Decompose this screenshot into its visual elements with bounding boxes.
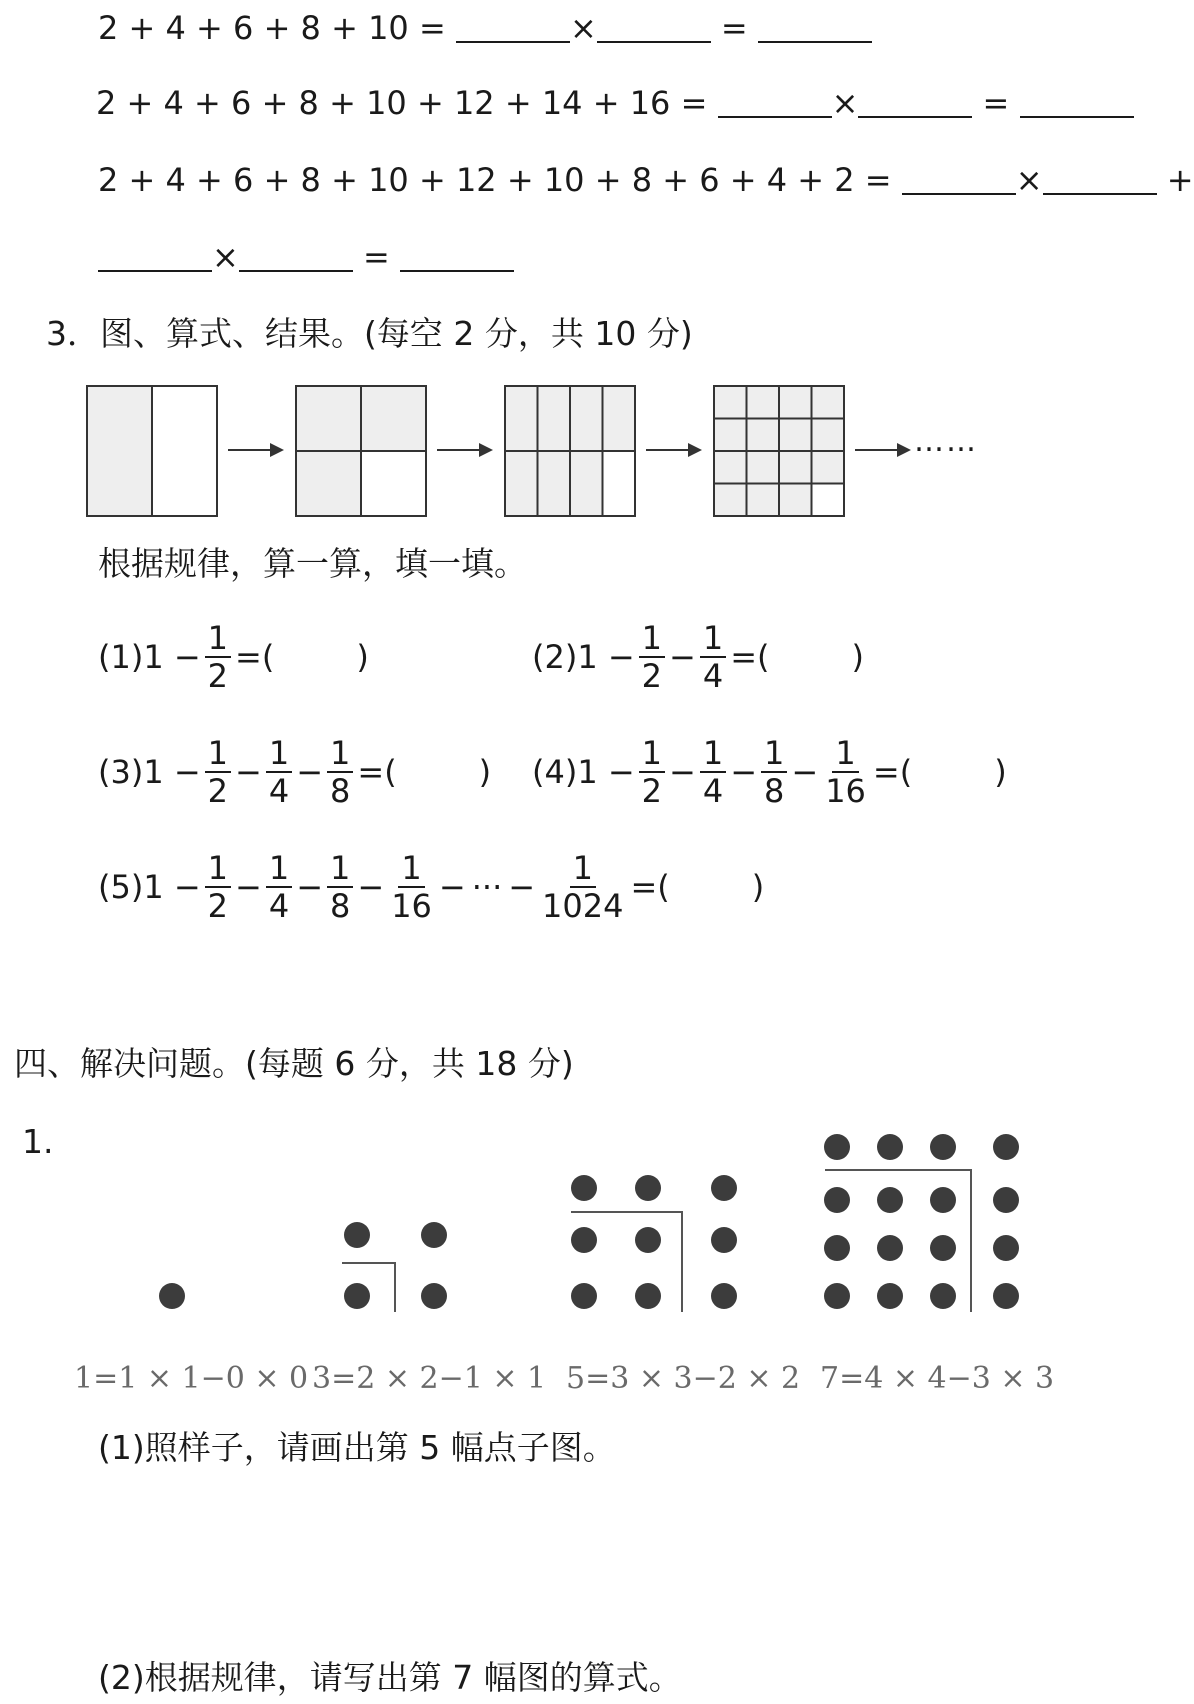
fraction-item-3: (3)1 − $\frac{1}{2}$ − $\frac{1}{4}$ − $\frac{1}{8}$ = ( ) <box>98 734 492 810</box>
dot <box>877 1235 903 1261</box>
sum-expression: 2 + 4 + 6 + 8 + 10 = <box>98 9 446 47</box>
dot <box>344 1283 370 1309</box>
dot <box>711 1283 737 1309</box>
dot <box>711 1227 737 1253</box>
fraction-item-4: (4)1 − $\frac{1}{2}$ − $\frac{1}{4}$ − $\frac{1}{8}$ − $\frac{1}{16}$ = ( ) <box>532 734 1007 810</box>
subquestion-2: (2)根据规律，请写出第 7 幅图的算式。 <box>98 1658 682 1697</box>
dot <box>711 1175 737 1201</box>
dot <box>421 1283 447 1309</box>
dot <box>993 1134 1019 1160</box>
fraction: $\frac{1}{16}$ <box>825 734 866 810</box>
subquestion-1: (1)照样子，请画出第 5 幅点子图。 <box>98 1428 616 1467</box>
answer-blank[interactable] <box>858 88 972 118</box>
equals-sign: = <box>982 84 1010 122</box>
answer-blank[interactable] <box>456 13 570 43</box>
fraction: $\frac{1}{2}$ <box>639 620 665 694</box>
dot <box>824 1134 850 1160</box>
square-1 <box>87 386 217 516</box>
dot <box>877 1187 903 1213</box>
sum-line-4 <box>98 237 514 277</box>
plus-sign: + <box>1166 161 1194 199</box>
q3-heading: 3．图、算式、结果。(每空 2 分，共 10 分) <box>46 314 693 353</box>
dot <box>993 1283 1019 1309</box>
dot <box>571 1227 597 1253</box>
dot <box>824 1187 850 1213</box>
fraction: $\frac{1}{2}$ <box>205 735 231 809</box>
dot <box>993 1187 1019 1213</box>
fraction-item-1: (1)1 − $\frac{1}{2}$ = ( ) <box>98 619 369 695</box>
sum-expression: 2 + 4 + 6 + 8 + 10 + 12 + 14 + 16 = <box>96 84 708 122</box>
arrow-icon <box>646 449 700 451</box>
dot-formula-1: 1=1 × 1−0 × 0 <box>74 1361 309 1396</box>
answer-area-1[interactable] <box>98 1480 998 1650</box>
answer-blank[interactable] <box>902 165 1016 195</box>
times-sign: × <box>831 84 859 122</box>
answer-blank[interactable] <box>718 88 832 118</box>
answer-blank[interactable] <box>239 242 353 272</box>
dot <box>930 1134 956 1160</box>
dot <box>344 1222 370 1248</box>
answer-blank[interactable] <box>98 242 212 272</box>
continuation-dots: …… <box>914 424 978 459</box>
fraction-item-5: (5)1 − $\frac{1}{2}$ − $\frac{1}{4}$ − $\frac{1}{8}$ − $\frac{1}{16}$ − ··· − $\frac{1}{1024}$ = ( ) <box>98 849 765 925</box>
answer-blank[interactable] <box>400 242 514 272</box>
fraction: $\frac{1}{4}$ <box>266 850 292 924</box>
times-sign: × <box>569 9 597 47</box>
fraction: $\frac{1}{2}$ <box>205 620 231 694</box>
fraction: $\frac{1}{2}$ <box>205 850 231 924</box>
dot <box>635 1227 661 1253</box>
fraction: $\frac{1}{4}$ <box>700 620 726 694</box>
q1-number: 1. <box>22 1122 54 1161</box>
arrow-icon <box>437 449 491 451</box>
dot <box>635 1175 661 1201</box>
dot <box>930 1235 956 1261</box>
dot-formula-3: 5=3 × 3−2 × 2 <box>566 1361 801 1396</box>
dot <box>993 1235 1019 1261</box>
dot-formula-2: 3=2 × 2−1 × 1 <box>312 1361 547 1396</box>
fraction: $\frac{1}{2}$ <box>639 735 665 809</box>
equals-sign: = <box>362 238 390 276</box>
dot <box>877 1283 903 1309</box>
fraction: $\frac{1}{16}$ <box>391 849 432 925</box>
dot <box>930 1187 956 1213</box>
arrow-icon <box>855 449 909 451</box>
dot <box>824 1283 850 1309</box>
dot-formula-4: 7=4 × 4−3 × 3 <box>820 1361 1055 1396</box>
dot <box>824 1235 850 1261</box>
sum-expression: 2 + 4 + 6 + 8 + 10 + 12 + 10 + 8 + 6 + 4 + 2 = <box>98 161 892 199</box>
fraction: $\frac{1}{8}$ <box>327 735 353 809</box>
dot <box>571 1175 597 1201</box>
answer-blank[interactable] <box>1020 88 1134 118</box>
answer-blank[interactable] <box>758 13 872 43</box>
section4-heading: 四、解决问题。(每题 6 分，共 18 分) <box>14 1044 574 1083</box>
fraction: $\frac{1}{8}$ <box>761 735 787 809</box>
times-sign: × <box>1015 161 1043 199</box>
fraction: $\frac{1}{8}$ <box>327 850 353 924</box>
dot <box>421 1222 447 1248</box>
fraction-item-2: (2)1 − $\frac{1}{2}$ − $\frac{1}{4}$ = ( ) <box>532 619 864 695</box>
square-4 <box>714 386 844 516</box>
fraction: $\frac{1}{1024}$ <box>542 849 624 925</box>
dot <box>635 1283 661 1309</box>
q3-instruction: 根据规律，算一算，填一填。 <box>98 544 527 583</box>
square-2 <box>296 386 426 516</box>
dot-figures <box>0 1100 1080 1340</box>
equals-sign: = <box>720 9 748 47</box>
sum-line-3 <box>98 160 1194 200</box>
sum-line-1 <box>98 8 872 48</box>
dot <box>159 1283 185 1309</box>
dot <box>877 1134 903 1160</box>
answer-blank[interactable] <box>1043 165 1157 195</box>
fraction: $\frac{1}{4}$ <box>266 735 292 809</box>
dot <box>571 1283 597 1309</box>
arrow-icon <box>228 449 282 451</box>
sum-line-2 <box>96 83 1134 123</box>
square-3 <box>505 386 635 516</box>
dot <box>930 1283 956 1309</box>
times-sign: × <box>212 238 239 276</box>
fraction: $\frac{1}{4}$ <box>700 735 726 809</box>
answer-blank[interactable] <box>597 13 711 43</box>
